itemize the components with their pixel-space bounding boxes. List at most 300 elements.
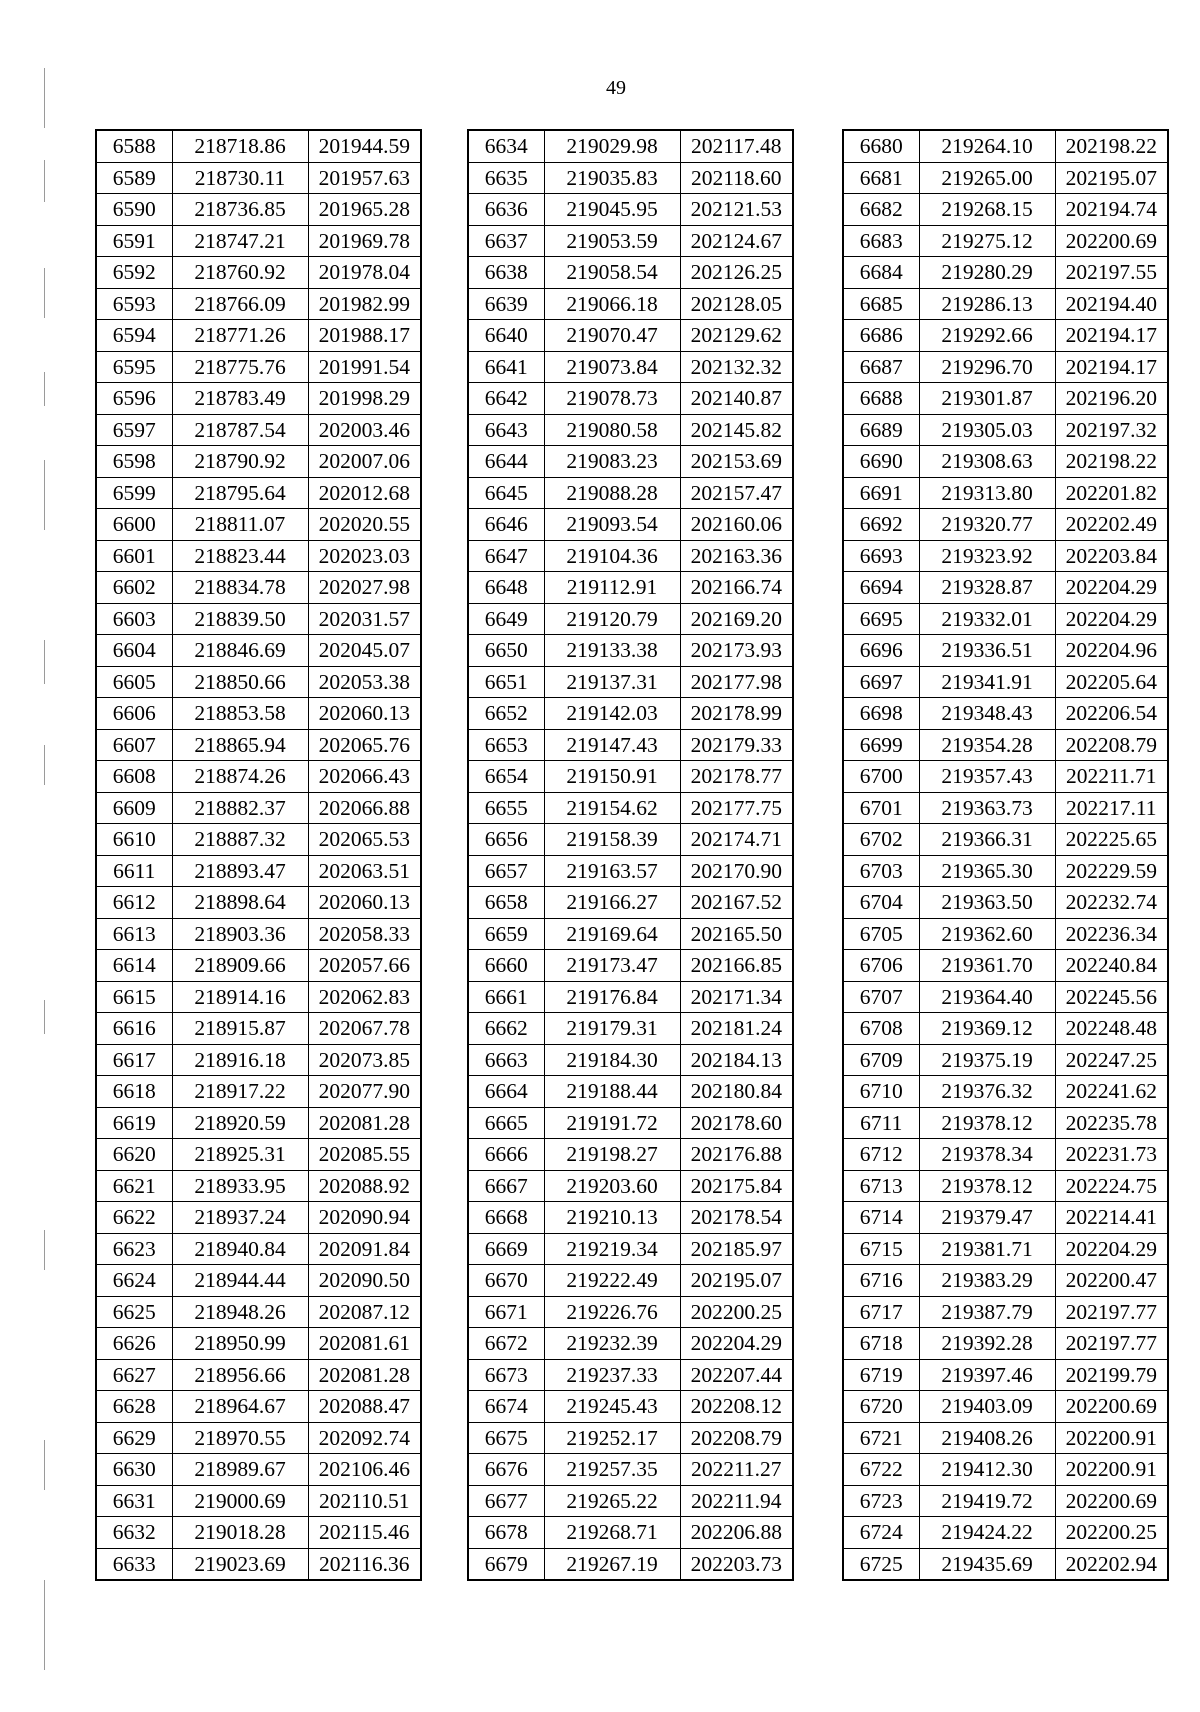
- y-coordinate-cell: 202236.34: [1055, 918, 1168, 950]
- y-coordinate-cell: 202181.24: [680, 1013, 793, 1045]
- point-number-cell: 6697: [843, 666, 919, 698]
- point-number-cell: 6599: [96, 477, 172, 509]
- table-row: [468, 446, 793, 478]
- x-coordinate-cell: 218887.32: [172, 824, 308, 856]
- point-number-cell: 6656: [468, 824, 544, 856]
- scan-artifact-line: [44, 1230, 45, 1270]
- x-coordinate-cell: 218783.49: [172, 383, 308, 415]
- y-coordinate-cell: 202157.47: [680, 477, 793, 509]
- point-number-cell: 6636: [468, 194, 544, 226]
- table-row: [96, 918, 421, 950]
- x-coordinate-cell: 219173.47: [544, 950, 680, 982]
- table-row: [96, 666, 421, 698]
- table-row: [843, 761, 1168, 793]
- table-row: [468, 1454, 793, 1486]
- y-coordinate-cell: 202177.75: [680, 792, 793, 824]
- table-row: [468, 635, 793, 667]
- scan-artifact-line: [44, 1000, 45, 1034]
- point-number-cell: 6659: [468, 918, 544, 950]
- table-row: [843, 257, 1168, 289]
- point-number-cell: 6605: [96, 666, 172, 698]
- x-coordinate-cell: 219323.92: [919, 540, 1055, 572]
- table-row: [468, 1139, 793, 1171]
- point-number-cell: 6701: [843, 792, 919, 824]
- y-coordinate-cell: 202211.27: [680, 1454, 793, 1486]
- x-coordinate-cell: 218834.78: [172, 572, 308, 604]
- x-coordinate-cell: 219191.72: [544, 1107, 680, 1139]
- point-number-cell: 6680: [843, 130, 919, 162]
- x-coordinate-cell: 219000.69: [172, 1485, 308, 1517]
- y-coordinate-cell: 202241.62: [1055, 1076, 1168, 1108]
- x-coordinate-cell: 219154.62: [544, 792, 680, 824]
- table-row: [843, 446, 1168, 478]
- point-number-cell: 6673: [468, 1359, 544, 1391]
- y-coordinate-cell: 202204.96: [1055, 635, 1168, 667]
- x-coordinate-cell: 218915.87: [172, 1013, 308, 1045]
- y-coordinate-cell: 202166.85: [680, 950, 793, 982]
- scan-artifact-line: [44, 160, 45, 202]
- y-coordinate-cell: 201944.59: [308, 130, 421, 162]
- table-row: [468, 509, 793, 541]
- x-coordinate-cell: 218853.58: [172, 698, 308, 730]
- table-row: [468, 1328, 793, 1360]
- x-coordinate-cell: 218989.67: [172, 1454, 308, 1486]
- point-number-cell: 6689: [843, 414, 919, 446]
- x-coordinate-cell: 219163.57: [544, 855, 680, 887]
- table-row: [843, 572, 1168, 604]
- x-coordinate-cell: 219088.28: [544, 477, 680, 509]
- table-row: [843, 981, 1168, 1013]
- table-row: [468, 792, 793, 824]
- x-coordinate-cell: 219029.98: [544, 130, 680, 162]
- point-number-cell: 6590: [96, 194, 172, 226]
- x-coordinate-cell: 219341.91: [919, 666, 1055, 698]
- table-row: [96, 855, 421, 887]
- x-coordinate-cell: 218730.11: [172, 162, 308, 194]
- table-row: [843, 414, 1168, 446]
- y-coordinate-cell: 202073.85: [308, 1044, 421, 1076]
- y-coordinate-cell: 202126.25: [680, 257, 793, 289]
- point-number-cell: 6628: [96, 1391, 172, 1423]
- point-number-cell: 6681: [843, 162, 919, 194]
- y-coordinate-cell: 202087.12: [308, 1296, 421, 1328]
- point-number-cell: 6725: [843, 1548, 919, 1580]
- scan-artifact-line: [44, 460, 45, 530]
- table-row: [468, 1391, 793, 1423]
- table-row: [843, 1391, 1168, 1423]
- y-coordinate-cell: 202178.99: [680, 698, 793, 730]
- y-coordinate-cell: 202203.84: [1055, 540, 1168, 572]
- point-number-cell: 6613: [96, 918, 172, 950]
- y-coordinate-cell: 201982.99: [308, 288, 421, 320]
- x-coordinate-cell: 218933.95: [172, 1170, 308, 1202]
- y-coordinate-cell: 202128.05: [680, 288, 793, 320]
- y-coordinate-cell: 202197.32: [1055, 414, 1168, 446]
- table-row: [468, 698, 793, 730]
- y-coordinate-cell: 202163.36: [680, 540, 793, 572]
- x-coordinate-cell: 219184.30: [544, 1044, 680, 1076]
- y-coordinate-cell: 202003.46: [308, 414, 421, 446]
- y-coordinate-cell: 202208.12: [680, 1391, 793, 1423]
- point-number-cell: 6617: [96, 1044, 172, 1076]
- table-row: [843, 1517, 1168, 1549]
- y-coordinate-cell: 202195.07: [680, 1265, 793, 1297]
- table-row: [843, 1202, 1168, 1234]
- point-number-cell: 6660: [468, 950, 544, 982]
- y-coordinate-cell: 202121.53: [680, 194, 793, 226]
- x-coordinate-cell: 219363.50: [919, 887, 1055, 919]
- y-coordinate-cell: 202203.73: [680, 1548, 793, 1580]
- y-coordinate-cell: 202007.06: [308, 446, 421, 478]
- point-number-cell: 6669: [468, 1233, 544, 1265]
- table-row: [96, 603, 421, 635]
- table-row: [843, 729, 1168, 761]
- point-number-cell: 6639: [468, 288, 544, 320]
- y-coordinate-cell: 202200.91: [1055, 1422, 1168, 1454]
- x-coordinate-cell: 219305.03: [919, 414, 1055, 446]
- x-coordinate-cell: 218850.66: [172, 666, 308, 698]
- point-number-cell: 6658: [468, 887, 544, 919]
- point-number-cell: 6629: [96, 1422, 172, 1454]
- point-number-cell: 6601: [96, 540, 172, 572]
- coordinate-table-1: [95, 129, 422, 1581]
- point-number-cell: 6662: [468, 1013, 544, 1045]
- table-row: [468, 351, 793, 383]
- point-number-cell: 6635: [468, 162, 544, 194]
- point-number-cell: 6596: [96, 383, 172, 415]
- x-coordinate-cell: 218964.67: [172, 1391, 308, 1423]
- x-coordinate-cell: 219053.59: [544, 225, 680, 257]
- table-row: [96, 1359, 421, 1391]
- point-number-cell: 6702: [843, 824, 919, 856]
- x-coordinate-cell: 219408.26: [919, 1422, 1055, 1454]
- table-row: [96, 887, 421, 919]
- point-number-cell: 6671: [468, 1296, 544, 1328]
- y-coordinate-cell: 202058.33: [308, 918, 421, 950]
- x-coordinate-cell: 218882.37: [172, 792, 308, 824]
- x-coordinate-cell: 219328.87: [919, 572, 1055, 604]
- y-coordinate-cell: 202178.54: [680, 1202, 793, 1234]
- table-row: [843, 509, 1168, 541]
- y-coordinate-cell: 202110.51: [308, 1485, 421, 1517]
- x-coordinate-cell: 219424.22: [919, 1517, 1055, 1549]
- y-coordinate-cell: 202224.75: [1055, 1170, 1168, 1202]
- point-number-cell: 6623: [96, 1233, 172, 1265]
- table-row: [96, 320, 421, 352]
- table-row: [468, 1170, 793, 1202]
- scan-artifact-line: [44, 68, 45, 128]
- y-coordinate-cell: 202247.25: [1055, 1044, 1168, 1076]
- x-coordinate-cell: 219083.23: [544, 446, 680, 478]
- point-number-cell: 6620: [96, 1139, 172, 1171]
- table-row: [468, 414, 793, 446]
- y-coordinate-cell: 202211.94: [680, 1485, 793, 1517]
- y-coordinate-cell: 201969.78: [308, 225, 421, 257]
- x-coordinate-cell: 219286.13: [919, 288, 1055, 320]
- x-coordinate-cell: 219397.46: [919, 1359, 1055, 1391]
- x-coordinate-cell: 218940.84: [172, 1233, 308, 1265]
- point-number-cell: 6612: [96, 887, 172, 919]
- y-coordinate-cell: 202115.46: [308, 1517, 421, 1549]
- point-number-cell: 6663: [468, 1044, 544, 1076]
- table-row: [843, 288, 1168, 320]
- x-coordinate-cell: 219357.43: [919, 761, 1055, 793]
- point-number-cell: 6688: [843, 383, 919, 415]
- scan-artifact-line: [44, 640, 45, 684]
- y-coordinate-cell: 202178.60: [680, 1107, 793, 1139]
- table-row: [468, 288, 793, 320]
- y-coordinate-cell: 202092.74: [308, 1422, 421, 1454]
- point-number-cell: 6664: [468, 1076, 544, 1108]
- point-number-cell: 6630: [96, 1454, 172, 1486]
- x-coordinate-cell: 219381.71: [919, 1233, 1055, 1265]
- table-row: [843, 477, 1168, 509]
- point-number-cell: 6720: [843, 1391, 919, 1423]
- x-coordinate-cell: 219018.28: [172, 1517, 308, 1549]
- point-number-cell: 6724: [843, 1517, 919, 1549]
- table-row: [468, 572, 793, 604]
- y-coordinate-cell: 202194.17: [1055, 351, 1168, 383]
- y-coordinate-cell: 201998.29: [308, 383, 421, 415]
- point-number-cell: 6606: [96, 698, 172, 730]
- point-number-cell: 6622: [96, 1202, 172, 1234]
- y-coordinate-cell: 201978.04: [308, 257, 421, 289]
- table-row: [843, 162, 1168, 194]
- y-coordinate-cell: 202081.28: [308, 1107, 421, 1139]
- table-row: [843, 855, 1168, 887]
- y-coordinate-cell: 202200.69: [1055, 1485, 1168, 1517]
- y-coordinate-cell: 202053.38: [308, 666, 421, 698]
- table-row: [96, 288, 421, 320]
- x-coordinate-cell: 219366.31: [919, 824, 1055, 856]
- x-coordinate-cell: 218944.44: [172, 1265, 308, 1297]
- point-number-cell: 6611: [96, 855, 172, 887]
- y-coordinate-cell: 202066.43: [308, 761, 421, 793]
- x-coordinate-cell: 218950.99: [172, 1328, 308, 1360]
- table-row: [843, 918, 1168, 950]
- table-row: [468, 824, 793, 856]
- x-coordinate-cell: 218775.76: [172, 351, 308, 383]
- x-coordinate-cell: 219392.28: [919, 1328, 1055, 1360]
- point-number-cell: 6640: [468, 320, 544, 352]
- y-coordinate-cell: 202077.90: [308, 1076, 421, 1108]
- x-coordinate-cell: 219296.70: [919, 351, 1055, 383]
- x-coordinate-cell: 219336.51: [919, 635, 1055, 667]
- point-number-cell: 6598: [96, 446, 172, 478]
- point-number-cell: 6607: [96, 729, 172, 761]
- x-coordinate-cell: 218795.64: [172, 477, 308, 509]
- table-row: [843, 666, 1168, 698]
- x-coordinate-cell: 219104.36: [544, 540, 680, 572]
- y-coordinate-cell: 202184.13: [680, 1044, 793, 1076]
- point-number-cell: 6649: [468, 603, 544, 635]
- point-number-cell: 6625: [96, 1296, 172, 1328]
- x-coordinate-cell: 219354.28: [919, 729, 1055, 761]
- y-coordinate-cell: 202081.61: [308, 1328, 421, 1360]
- x-coordinate-cell: 219147.43: [544, 729, 680, 761]
- table-row: [468, 981, 793, 1013]
- table-row: [843, 1170, 1168, 1202]
- point-number-cell: 6602: [96, 572, 172, 604]
- y-coordinate-cell: 202198.22: [1055, 130, 1168, 162]
- point-number-cell: 6638: [468, 257, 544, 289]
- point-number-cell: 6624: [96, 1265, 172, 1297]
- y-coordinate-cell: 202206.88: [680, 1517, 793, 1549]
- y-coordinate-cell: 202232.74: [1055, 887, 1168, 919]
- table-row: [468, 320, 793, 352]
- point-number-cell: 6634: [468, 130, 544, 162]
- table-row: [468, 1044, 793, 1076]
- table-row: [843, 320, 1168, 352]
- table-row: [843, 603, 1168, 635]
- y-coordinate-cell: 202065.76: [308, 729, 421, 761]
- table-row: [96, 1265, 421, 1297]
- x-coordinate-cell: 219362.60: [919, 918, 1055, 950]
- point-number-cell: 6592: [96, 257, 172, 289]
- x-coordinate-cell: 219369.12: [919, 1013, 1055, 1045]
- table-row: [96, 1107, 421, 1139]
- table-row: [96, 162, 421, 194]
- x-coordinate-cell: 219376.32: [919, 1076, 1055, 1108]
- x-coordinate-cell: 219232.39: [544, 1328, 680, 1360]
- scan-artifact-line: [44, 1580, 45, 1670]
- x-coordinate-cell: 219073.84: [544, 351, 680, 383]
- point-number-cell: 6667: [468, 1170, 544, 1202]
- x-coordinate-cell: 219292.66: [919, 320, 1055, 352]
- y-coordinate-cell: 202116.36: [308, 1548, 421, 1580]
- point-number-cell: 6588: [96, 130, 172, 162]
- y-coordinate-cell: 202200.69: [1055, 225, 1168, 257]
- y-coordinate-cell: 202023.03: [308, 540, 421, 572]
- table-row: [96, 729, 421, 761]
- y-coordinate-cell: 202199.79: [1055, 1359, 1168, 1391]
- x-coordinate-cell: 219378.34: [919, 1139, 1055, 1171]
- table-row: [468, 887, 793, 919]
- table-row: [468, 855, 793, 887]
- y-coordinate-cell: 202124.67: [680, 225, 793, 257]
- point-number-cell: 6700: [843, 761, 919, 793]
- x-coordinate-cell: 219375.19: [919, 1044, 1055, 1076]
- x-coordinate-cell: 219268.15: [919, 194, 1055, 226]
- point-number-cell: 6652: [468, 698, 544, 730]
- x-coordinate-cell: 219222.49: [544, 1265, 680, 1297]
- x-coordinate-cell: 219313.80: [919, 477, 1055, 509]
- table-row: [96, 194, 421, 226]
- table-row: [96, 257, 421, 289]
- x-coordinate-cell: 218718.86: [172, 130, 308, 162]
- table-row: [843, 1233, 1168, 1265]
- y-coordinate-cell: 202197.55: [1055, 257, 1168, 289]
- x-coordinate-cell: 219023.69: [172, 1548, 308, 1580]
- table-row: [468, 1202, 793, 1234]
- point-number-cell: 6642: [468, 383, 544, 415]
- point-number-cell: 6666: [468, 1139, 544, 1171]
- x-coordinate-cell: 219280.29: [919, 257, 1055, 289]
- point-number-cell: 6646: [468, 509, 544, 541]
- x-coordinate-cell: 219198.27: [544, 1139, 680, 1171]
- x-coordinate-cell: 219308.63: [919, 446, 1055, 478]
- x-coordinate-cell: 219378.12: [919, 1170, 1055, 1202]
- point-number-cell: 6653: [468, 729, 544, 761]
- table-row: [843, 1296, 1168, 1328]
- coordinate-table-3: [842, 129, 1169, 1581]
- table-row: [468, 1013, 793, 1045]
- y-coordinate-cell: 202132.32: [680, 351, 793, 383]
- y-coordinate-cell: 202198.22: [1055, 446, 1168, 478]
- table-row: [843, 635, 1168, 667]
- y-coordinate-cell: 202200.69: [1055, 1391, 1168, 1423]
- x-coordinate-cell: 219226.76: [544, 1296, 680, 1328]
- table-row: [96, 1013, 421, 1045]
- y-coordinate-cell: 202245.56: [1055, 981, 1168, 1013]
- x-coordinate-cell: 219364.40: [919, 981, 1055, 1013]
- point-number-cell: 6595: [96, 351, 172, 383]
- y-coordinate-cell: 202214.41: [1055, 1202, 1168, 1234]
- table-row: [468, 1076, 793, 1108]
- table-row: [96, 1517, 421, 1549]
- table-row: [843, 194, 1168, 226]
- y-coordinate-cell: 202063.51: [308, 855, 421, 887]
- x-coordinate-cell: 219257.35: [544, 1454, 680, 1486]
- x-coordinate-cell: 219265.22: [544, 1485, 680, 1517]
- x-coordinate-cell: 219080.58: [544, 414, 680, 446]
- table-row: [468, 950, 793, 982]
- x-coordinate-cell: 219112.91: [544, 572, 680, 604]
- y-coordinate-cell: 202231.73: [1055, 1139, 1168, 1171]
- y-coordinate-cell: 202202.49: [1055, 509, 1168, 541]
- point-number-cell: 6695: [843, 603, 919, 635]
- scan-artifact-line: [44, 372, 45, 406]
- y-coordinate-cell: 202201.82: [1055, 477, 1168, 509]
- x-coordinate-cell: 218970.55: [172, 1422, 308, 1454]
- x-coordinate-cell: 219419.72: [919, 1485, 1055, 1517]
- table-row: [843, 1359, 1168, 1391]
- point-number-cell: 6692: [843, 509, 919, 541]
- point-number-cell: 6672: [468, 1328, 544, 1360]
- point-number-cell: 6608: [96, 761, 172, 793]
- x-coordinate-cell: 219210.13: [544, 1202, 680, 1234]
- y-coordinate-cell: 202045.07: [308, 635, 421, 667]
- point-number-cell: 6670: [468, 1265, 544, 1297]
- table-row: [96, 1485, 421, 1517]
- y-coordinate-cell: 202031.57: [308, 603, 421, 635]
- x-coordinate-cell: 218893.47: [172, 855, 308, 887]
- y-coordinate-cell: 202177.98: [680, 666, 793, 698]
- y-coordinate-cell: 202085.55: [308, 1139, 421, 1171]
- x-coordinate-cell: 218917.22: [172, 1076, 308, 1108]
- table-row: [96, 1548, 421, 1580]
- y-coordinate-cell: 202153.69: [680, 446, 793, 478]
- table-row: [843, 130, 1168, 162]
- point-number-cell: 6614: [96, 950, 172, 982]
- x-coordinate-cell: 218948.26: [172, 1296, 308, 1328]
- x-coordinate-cell: 218736.85: [172, 194, 308, 226]
- table-row: [468, 225, 793, 257]
- table-row: [96, 761, 421, 793]
- y-coordinate-cell: 202206.54: [1055, 698, 1168, 730]
- table-row: [96, 446, 421, 478]
- point-number-cell: 6616: [96, 1013, 172, 1045]
- x-coordinate-cell: 218898.64: [172, 887, 308, 919]
- y-coordinate-cell: 201957.63: [308, 162, 421, 194]
- table-row: [843, 1265, 1168, 1297]
- x-coordinate-cell: 219237.33: [544, 1359, 680, 1391]
- table-row: [96, 1328, 421, 1360]
- table-row: [468, 1548, 793, 1580]
- y-coordinate-cell: 202208.79: [1055, 729, 1168, 761]
- y-coordinate-cell: 202176.88: [680, 1139, 793, 1171]
- x-coordinate-cell: 218925.31: [172, 1139, 308, 1171]
